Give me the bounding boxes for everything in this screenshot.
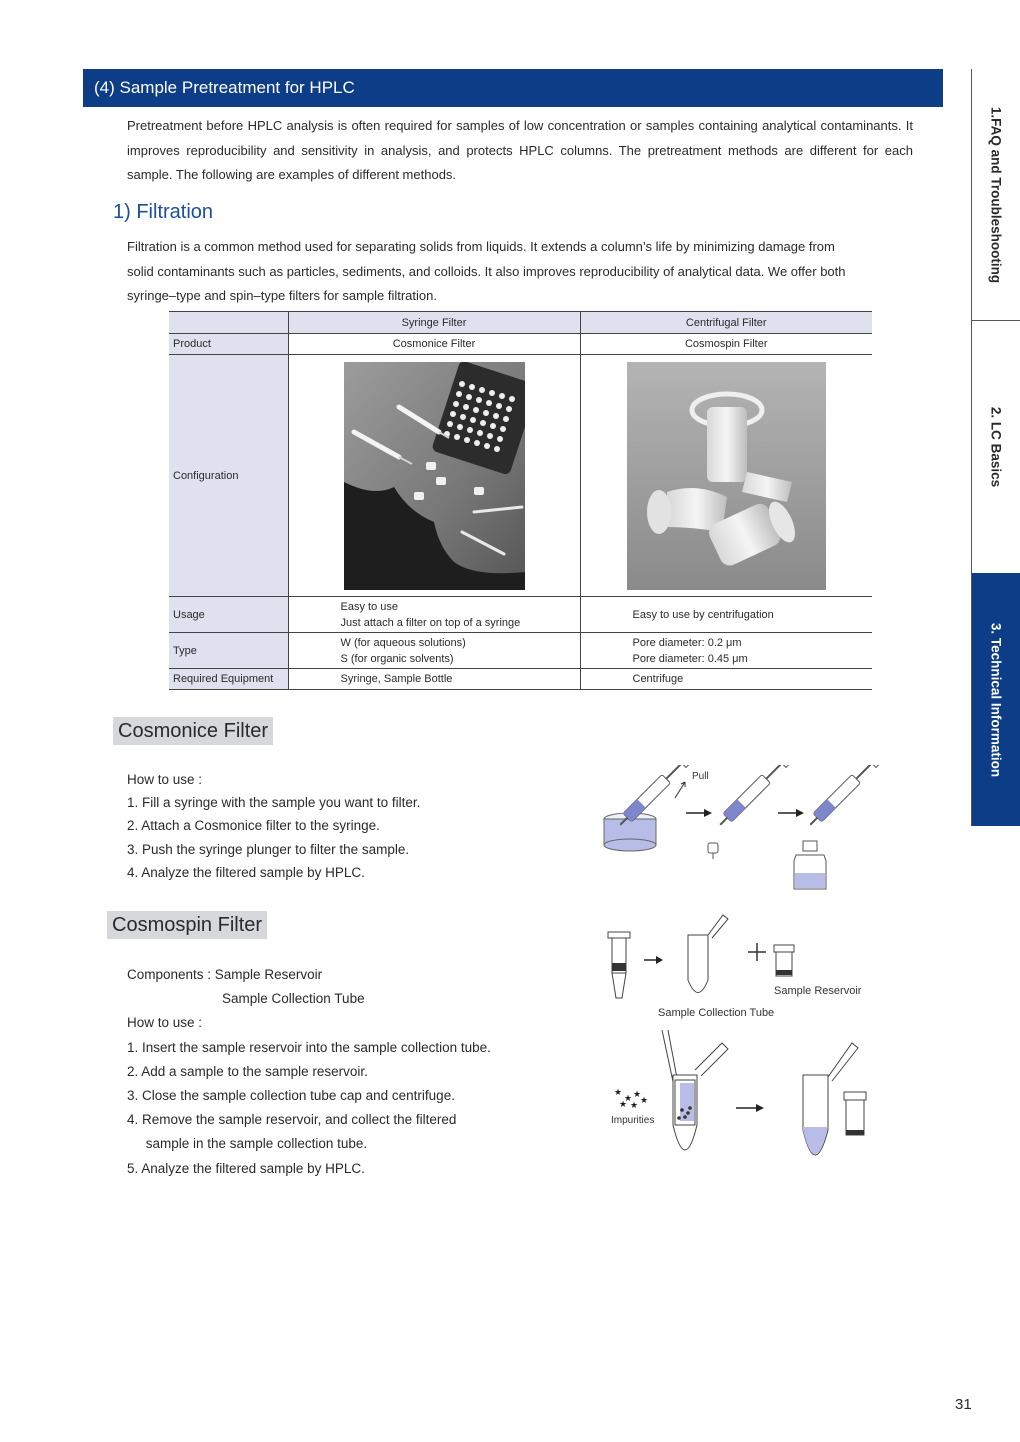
spin-arrow-2	[736, 1104, 764, 1112]
cosmospin-howto-label: How to use :	[127, 1015, 203, 1031]
table-row-usage	[169, 597, 872, 633]
impurities-icon	[614, 1088, 648, 1111]
cosmospin-heading: Cosmospin Filter	[107, 911, 267, 939]
table-row-configuration	[169, 355, 872, 597]
svg-text:★: ★	[624, 1094, 633, 1104]
cell-config-centrifugal	[580, 355, 872, 597]
cosmonice-heading: Cosmonice Filter	[113, 717, 273, 745]
sidebar-tab-lc-basics-label: 2. LC Basics	[988, 406, 1004, 488]
table-row-product	[169, 334, 872, 355]
cell-equipment-centrifugal: Centrifuge	[580, 669, 872, 690]
cosmospin-photo	[627, 362, 826, 590]
svg-text:★: ★	[614, 1088, 623, 1098]
table-row-equipment	[169, 669, 872, 690]
cosmospin-step-3: 3. Close the sample collection tube cap and centrifuge.	[127, 1088, 455, 1104]
cell-usage-syringe	[288, 597, 580, 633]
col-header-syringe: Syringe Filter	[288, 312, 580, 334]
cell-type-centrifugal	[580, 633, 872, 669]
cosmospin-step-2: 2. Add a sample to the sample reservoir.	[127, 1063, 368, 1079]
cosmonice-step-4: 4. Analyze the filtered sample by HPLC.	[127, 864, 365, 880]
cosmonice-step-1: 1. Fill a syringe with the sample you want to filter.	[127, 795, 421, 811]
cosmospin-components-2: Sample Collection Tube	[222, 991, 365, 1007]
sample-reservoir-icon	[774, 945, 794, 976]
cosmonice-usage-diagram	[600, 765, 880, 895]
sidebar-tab-faq-label: 1.FAQ and Troubleshooting	[988, 106, 1004, 283]
svg-text:★: ★	[633, 1090, 642, 1100]
sample-collection-label: Sample Collection Tube	[658, 1007, 775, 1019]
cosmospin-step-4: 4. Remove the sample reservoir, and collect the filtered	[127, 1112, 457, 1128]
sample-reservoir-label: Sample Reservoir	[774, 985, 862, 997]
plus-icon	[748, 943, 766, 961]
removed-reservoir-icon	[844, 1092, 866, 1135]
filter-unit-icon	[708, 843, 718, 859]
svg-text:★: ★	[640, 1096, 649, 1106]
type-syringe-line1: W (for aqueous solutions)	[340, 636, 466, 649]
table-row-type	[169, 633, 872, 669]
type-centrifugal-line1: Pore diameter: 0.2 μm	[632, 636, 742, 649]
svg-text:★: ★	[630, 1101, 639, 1111]
col-header-centrifugal: Centrifugal Filter	[580, 312, 872, 334]
cell-config-syringe	[288, 355, 580, 597]
intro-paragraph: Pretreatment before HPLC analysis is often required for samples of low concentration or samples containing analytical contaminants. It improves reproducibility and sensitivity in analysis, and protects HPLC columns. The pretreatment methods are different for each sample. The following are examples of different methods.	[127, 118, 913, 182]
syringe-drawing-2	[716, 765, 789, 829]
spin-arrow-1	[644, 956, 663, 964]
type-centrifugal-line2: Pore diameter: 0.45 μm	[632, 652, 748, 665]
page-number: 31	[955, 1396, 972, 1413]
cosmospin-step-5: 5. Analyze the filtered sample by HPLC.	[127, 1160, 365, 1176]
filtration-paragraph: Filtration is a common method used for separating solids from liquids. It extends a column’s life by minimizing damage from solid contaminants such as particles, sediments, and colloids. It also improves reproducibility of analytical data. We offer both syringe–type and spin–type filters for sample filtration.	[127, 239, 846, 303]
table-corner-cell	[169, 312, 288, 334]
step-arrow-2	[778, 809, 804, 817]
cosmospin-instructions	[127, 963, 587, 1181]
type-syringe-line2: S (for organic solvents)	[340, 652, 454, 665]
row-label-type: Type	[169, 633, 288, 669]
usage-syringe-line1: Easy to use	[340, 600, 398, 613]
row-label-usage: Usage	[169, 597, 288, 633]
spin-filtering-tube	[673, 1075, 697, 1150]
cosmospin-usage-diagram	[600, 905, 880, 1175]
cell-product-syringe: Cosmonice Filter	[288, 334, 580, 355]
filtration-heading: 1) Filtration	[113, 201, 214, 223]
cosmonice-howto-label: How to use :	[127, 772, 203, 787]
row-label-equipment: Required Equipment	[169, 669, 288, 690]
cosmospin-step-4-cont: sample in the sample collection tube.	[127, 1136, 368, 1152]
step-arrow-1	[686, 809, 712, 817]
syringe-drawing-3	[806, 765, 879, 829]
cell-type-syringe	[288, 633, 580, 669]
sidebar-tab-faq[interactable]	[971, 69, 1020, 321]
cell-product-centrifugal: Cosmospin Filter	[580, 334, 872, 355]
cell-equipment-syringe: Syringe, Sample Bottle	[288, 669, 580, 690]
row-label-product: Product	[169, 334, 288, 355]
cosmonice-step-2: 2. Attach a Cosmonice filter to the syringe.	[127, 818, 380, 834]
pull-label: Pull	[692, 771, 709, 782]
cell-usage-centrifugal: Easy to use by centrifugation	[580, 597, 872, 633]
assembled-tube-icon	[608, 932, 630, 998]
filter-comparison-table	[169, 311, 872, 690]
table-header-row	[169, 312, 872, 334]
collection-tube-icon	[688, 915, 728, 993]
sample-bottle-icon	[794, 841, 826, 889]
sidebar-tab-technical-info[interactable]	[971, 573, 1020, 826]
sidebar-tab-lc-basics[interactable]	[971, 321, 1020, 573]
cosmospin-components-label: Components : Sample Reservoir	[127, 967, 323, 982]
usage-syringe-line2: Just attach a filter on top of a syringe	[340, 616, 521, 629]
impurities-label: Impurities	[611, 1115, 655, 1126]
cosmonice-step-3: 3. Push the syringe plunger to filter the sample.	[127, 841, 410, 857]
sidebar-tab-technical-info-label: 3. Technical Information	[988, 622, 1004, 777]
cosmonice-instructions	[127, 768, 587, 884]
svg-text:★: ★	[619, 1100, 628, 1110]
cosmonice-photo	[344, 362, 525, 590]
row-label-configuration: Configuration	[169, 355, 288, 597]
cosmospin-step-1: 1. Insert the sample reservoir into the sample collection tube.	[127, 1039, 491, 1055]
pull-arrow	[675, 782, 685, 798]
section-header: (4) Sample Pretreatment for HPLC	[83, 69, 943, 107]
